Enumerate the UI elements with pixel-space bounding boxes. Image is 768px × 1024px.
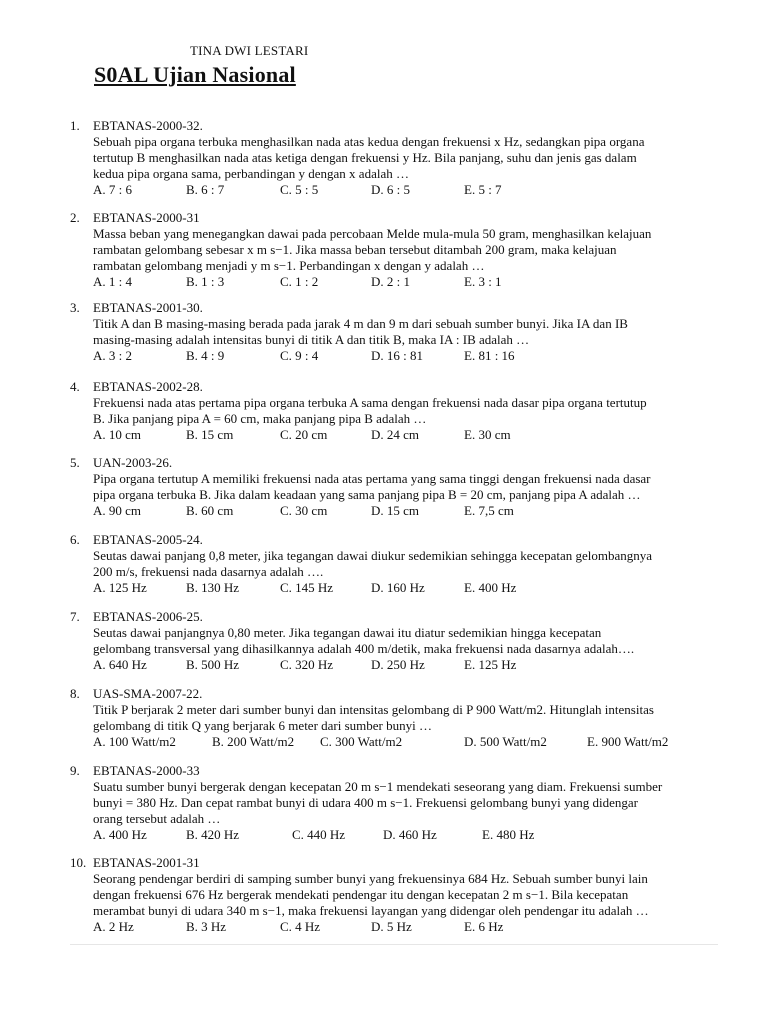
question-source: EBTANAS-2000-32. (93, 118, 203, 133)
answer-option: C. 440 Hz (292, 827, 346, 842)
answer-option: A. 10 cm (93, 427, 142, 442)
answer-option: D. 2 : 1 (371, 274, 410, 289)
answer-options (93, 348, 723, 364)
question-text-line: Seutas dawai panjang 0,8 meter, jika tegangan dawai diukur sedemikian sehingga kecepatan gelombangnya (93, 548, 653, 563)
answer-option: C. 5 : 5 (280, 182, 319, 197)
answer-option: C. 145 Hz (280, 580, 334, 595)
question-source: EBTANAS-2002-28. (93, 379, 203, 394)
answer-option: C. 30 cm (280, 503, 328, 518)
answer-option: C. 9 : 4 (280, 348, 319, 363)
question-text-line: Suatu sumber bunyi bergerak dengan kecepatan 20 m s−1 mendekati seseorang yang diam. Frekuensi sumber (93, 779, 663, 794)
question-number: 5. (70, 455, 80, 470)
question-source: EBTANAS-2001-31 (93, 855, 200, 870)
answer-option: C. 320 Hz (280, 657, 334, 672)
answer-option: A. 90 cm (93, 503, 142, 518)
answer-option: B. 3 Hz (186, 919, 227, 934)
question-body (93, 395, 723, 443)
question-text-line: rambatan gelombang sebesar x m s−1. Jika massa beban tersebut ditambah 200 gram, maka kelajuan (93, 242, 617, 257)
question-text-line: dengan frekuensi 676 Hz bergerak mendekati pendengar itu dengan kecepatan 2 m s−1. Bila kecepatan (93, 887, 629, 902)
question-text-line: bunyi = 380 Hz. Dan cepat rambat bunyi di udara 400 m s−1. Frekuensi gelombang bunyi yang didengar (93, 795, 639, 810)
answer-option: C. 300 Watt/m2 (320, 734, 403, 749)
question-text-line: Seutas dawai panjangnya 0,80 meter. Jika tegangan dawai itu diatur sedemikian hingga kecepatan (93, 625, 602, 640)
question-text-line: tertutup B menghasilkan nada atas ketiga dengan frekuensi y Hz. Bila panjang, suhu dan jenis gas dalam (93, 150, 637, 165)
answer-options (93, 427, 723, 443)
answer-option: E. 30 cm (464, 427, 511, 442)
answer-option: A. 3 : 2 (93, 348, 132, 363)
question-text-line: 200 m/s, frekuensi nada dasarnya adalah …. (93, 564, 324, 579)
question-text-line: Pipa organa tertutup A memiliki frekuensi nada atas pertama yang sama tinggi dengan frekuensi nada dasar (93, 471, 651, 486)
question-number: 4. (70, 379, 80, 394)
question-body (93, 548, 723, 596)
answer-option: D. 500 Watt/m2 (464, 734, 547, 749)
answer-option: E. 3 : 1 (464, 274, 502, 289)
question-number: 9. (70, 763, 80, 778)
question-text-line: masing-masing adalah intensitas bunyi di titik A dan titik B, maka IA : IB adalah … (93, 332, 530, 347)
answer-options (93, 919, 723, 935)
question-source: EBTANAS-2006-25. (93, 609, 203, 624)
question-number: 8. (70, 686, 80, 701)
question-source: EBTANAS-2000-33 (93, 763, 200, 778)
answer-option: E. 81 : 16 (464, 348, 515, 363)
answer-option: D. 6 : 5 (371, 182, 410, 197)
answer-option: B. 420 Hz (186, 827, 240, 842)
page-title: S0AL Ujian Nasional (94, 62, 296, 87)
answer-option: B. 1 : 3 (186, 274, 225, 289)
answer-option: D. 15 cm (371, 503, 420, 518)
question-text-line: Massa beban yang menegangkan dawai pada percobaan Melde mula-mula 50 gram, menghasilkan kelajuan (93, 226, 652, 241)
answer-option: B. 60 cm (186, 503, 234, 518)
answer-option: C. 1 : 2 (280, 274, 319, 289)
answer-option: A. 7 : 6 (93, 182, 132, 197)
answer-option: B. 200 Watt/m2 (212, 734, 295, 749)
answer-option: E. 5 : 7 (464, 182, 502, 197)
divider (70, 944, 718, 945)
answer-option: B. 130 Hz (186, 580, 240, 595)
answer-option: D. 5 Hz (371, 919, 412, 934)
answer-option: D. 460 Hz (383, 827, 437, 842)
question-number: 3. (70, 300, 80, 315)
question-text-line: Titik P berjarak 2 meter dari sumber bunyi dan intensitas gelombang di P 900 Watt/m2. Hitunglah intensitas (93, 702, 654, 717)
question-body (93, 871, 723, 935)
answer-option: B. 6 : 7 (186, 182, 225, 197)
question-text-line: Sebuah pipa organa terbuka menghasilkan nada atas kedua dengan frekuensi x Hz, sedangkan pipa organa (93, 134, 645, 149)
answer-options (93, 503, 723, 519)
answer-option: E. 480 Hz (482, 827, 535, 842)
answer-option: A. 640 Hz (93, 657, 147, 672)
answer-option: E. 400 Hz (464, 580, 517, 595)
answer-option: A. 1 : 4 (93, 274, 132, 289)
question-body (93, 779, 723, 843)
question-text-line: B. Jika panjang pipa A = 60 cm, maka panjang pipa B adalah … (93, 411, 427, 426)
author-name: TINA DWI LESTARI (190, 43, 309, 58)
question-text-line: pipa organa terbuka B. Jika dalam keadaan yang sama panjang pipa B = 20 cm, panjang pipa A adalah … (93, 487, 641, 502)
answer-options (93, 274, 723, 290)
question-source: EBTANAS-2000-31 (93, 210, 200, 225)
question-number: 6. (70, 532, 80, 547)
question-text-line: gelombang transversal yang dihasilkannya adalah 400 m/detik, maka frekuensi nada dasarnya adalah…. (93, 641, 635, 656)
question-body (93, 702, 723, 750)
question-text-line: kedua pipa organa sama, perbandingan y dengan x adalah … (93, 166, 409, 181)
question-number: 7. (70, 609, 80, 624)
answer-options (93, 734, 723, 750)
answer-option: D. 16 : 81 (371, 348, 423, 363)
answer-option: A. 125 Hz (93, 580, 147, 595)
answer-options (93, 182, 723, 198)
question-text-line: Frekuensi nada atas pertama pipa organa terbuka A sama dengan frekuensi nada dasar pipa organa tertutup (93, 395, 647, 410)
question-text-line: rambatan gelombang menjadi y m s−1. Perbandingan x dengan y adalah … (93, 258, 485, 273)
answer-option: E. 7,5 cm (464, 503, 514, 518)
answer-option: A. 2 Hz (93, 919, 134, 934)
question-number: 1. (70, 118, 80, 133)
answer-option: D. 250 Hz (371, 657, 425, 672)
question-source: EBTANAS-2001-30. (93, 300, 203, 315)
question-source: UAN-2003-26. (93, 455, 173, 470)
answer-option: D. 160 Hz (371, 580, 425, 595)
question-body (93, 134, 723, 198)
answer-option: E. 125 Hz (464, 657, 517, 672)
answer-options (93, 827, 723, 843)
question-number: 10. (70, 855, 87, 870)
question-text-line: Seorang pendengar berdiri di samping sumber bunyi yang frekuensinya 684 Hz. Sebuah sumber bunyi lain (93, 871, 648, 886)
answer-option: C. 4 Hz (280, 919, 321, 934)
question-text-line: orang tersebut adalah … (93, 811, 221, 826)
question-text-line: merambat bunyi di udara 340 m s−1, maka frekuensi layangan yang didengar oleh pendengar itu adalah … (93, 903, 649, 918)
question-source: UAS-SMA-2007-22. (93, 686, 203, 701)
question-body (93, 226, 723, 290)
question-text-line: gelombang di titik Q yang berjarak 6 meter dari sumber bunyi … (93, 718, 432, 733)
answer-option: D. 24 cm (371, 427, 420, 442)
answer-option: A. 100 Watt/m2 (93, 734, 176, 749)
question-body (93, 625, 723, 673)
question-body (93, 471, 723, 519)
answer-options (93, 580, 723, 596)
answer-option: B. 500 Hz (186, 657, 240, 672)
answer-option: B. 4 : 9 (186, 348, 225, 363)
answer-options (93, 657, 723, 673)
question-source: EBTANAS-2005-24. (93, 532, 203, 547)
question-number: 2. (70, 210, 80, 225)
answer-option: B. 15 cm (186, 427, 234, 442)
answer-option: A. 400 Hz (93, 827, 147, 842)
answer-option: C. 20 cm (280, 427, 328, 442)
answer-option: E. 900 Watt/m2 (587, 734, 669, 749)
answer-option: E. 6 Hz (464, 919, 504, 934)
question-text-line: Titik A dan B masing-masing berada pada jarak 4 m dan 9 m dari sebuah sumber bunyi. Jika IA dan IB (93, 316, 628, 331)
question-body (93, 316, 723, 364)
